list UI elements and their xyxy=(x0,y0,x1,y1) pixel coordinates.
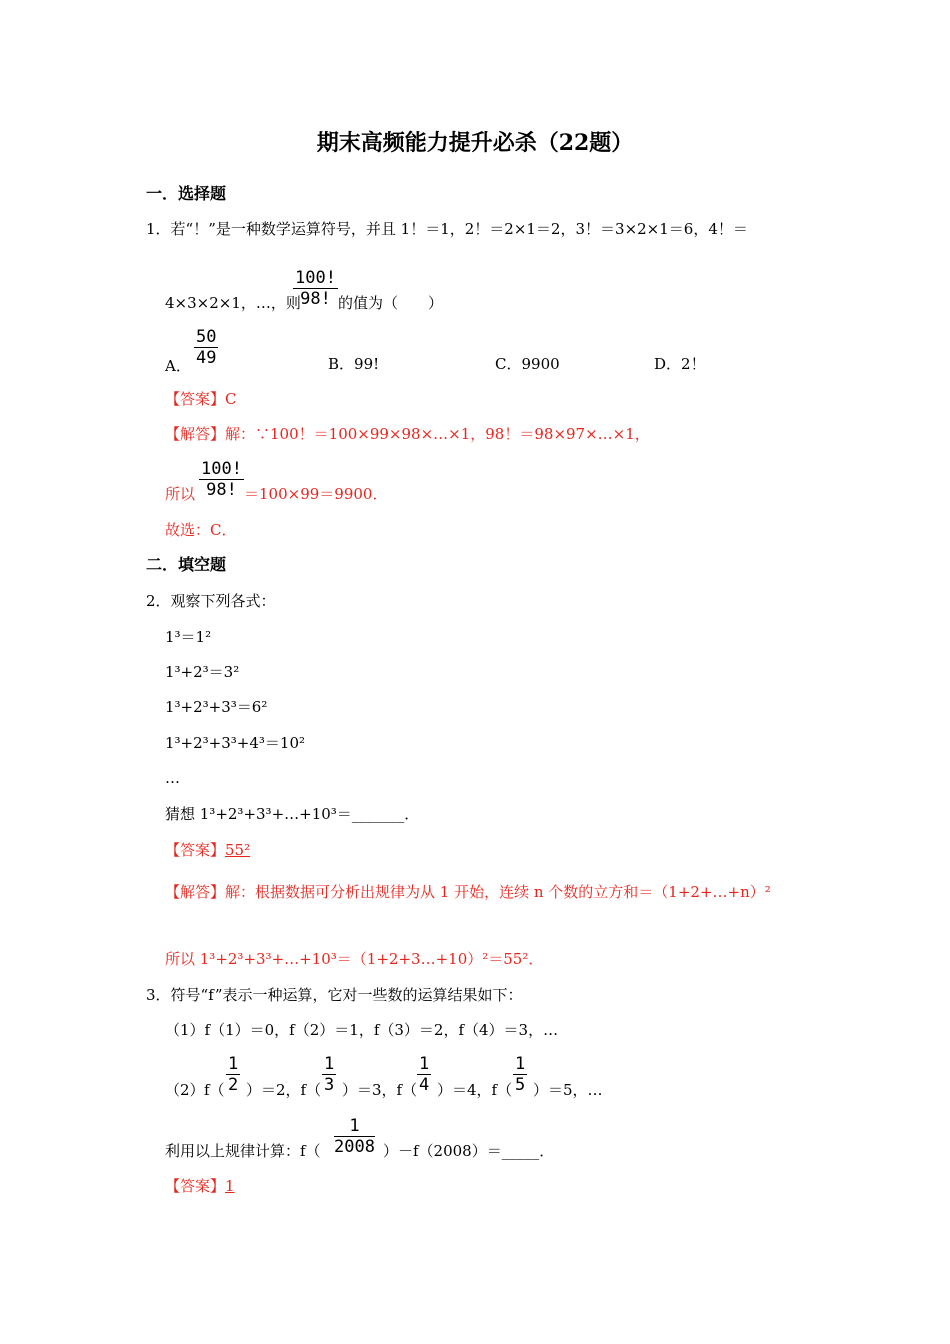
q1-solution-label: 【解答】 xyxy=(165,425,226,443)
q1-option-a-denominator: 49 xyxy=(196,348,217,368)
q3-fraction-quarter xyxy=(417,1055,431,1094)
q1-answer-label: 【答案】 xyxy=(165,390,226,408)
q2-solution-text1: 解：根据数据可分析出规律为从 1 开始，连续 n 个数的立方和＝（1+2+…+n）² xyxy=(225,883,771,901)
q3-calc-pre: 利用以上规律计算：f（ xyxy=(165,1142,321,1160)
q1-solution-denominator: 98! xyxy=(206,480,237,500)
q3-answer-label: 【答案】 xyxy=(165,1177,226,1195)
q2-answer xyxy=(165,840,250,860)
q3-fraction-fifth-den: 5 xyxy=(515,1075,526,1095)
q2-expr-4: 1³+2³+3³+4³＝10² xyxy=(165,734,306,752)
q3-fraction-half-den: 2 xyxy=(228,1075,239,1095)
q1-solution-numerator: 100! xyxy=(201,459,242,479)
q1-stem-line1: 1．若“！”是一种数学运算符号，并且 1！＝1，2！＝2×1＝2，3！＝3×2×1＝6，4！＝ xyxy=(146,220,748,238)
q3-line2-label: （2） xyxy=(165,1081,205,1099)
q3-line2-seg0: f（ xyxy=(204,1081,225,1099)
q3-fraction-third-num: 1 xyxy=(324,1054,335,1074)
q1-solution-line3: 故选：C． xyxy=(165,521,237,539)
q1-solution-line2-pre: 所以 xyxy=(165,485,196,503)
q3-line1: （1）f（1）＝0，f（2）＝1，f（3）＝2，f（4）＝3，… xyxy=(165,1021,559,1039)
q1-option-a-fraction xyxy=(194,328,218,367)
q1-option-a-numerator: 50 xyxy=(196,327,217,347)
q3-calc-post: ）－f（2008）＝_____． xyxy=(383,1142,555,1160)
q2-solution-label: 【解答】 xyxy=(165,883,226,901)
q3-fraction-fifth-num: 1 xyxy=(515,1054,526,1074)
q3-line2-seg2: ）＝3，f（ xyxy=(342,1081,418,1099)
q3-answer-value: 1 xyxy=(225,1177,235,1195)
q1-solution-fraction xyxy=(199,460,244,499)
q2-solution-line2: 所以 1³+2³+3³+…+10³＝（1+2+3…+10）²＝55²． xyxy=(165,950,544,968)
section-heading-fill: 二．填空题 xyxy=(146,555,227,574)
q3-line2-seg3: ）＝4，f（ xyxy=(437,1081,513,1099)
q1-option-a-label: A． xyxy=(165,357,191,375)
q2-answer-label: 【答案】 xyxy=(165,841,226,859)
q1-solution-line2-post: ＝100×99＝9900． xyxy=(244,485,388,503)
q1-fraction-numerator: 100! xyxy=(295,268,336,288)
section-heading-choice: 一．选择题 xyxy=(146,184,227,203)
q3-fraction-quarter-num: 1 xyxy=(419,1054,430,1074)
q2-intro: 2．观察下列各式： xyxy=(146,592,276,610)
q1-option-c: C．9900 xyxy=(495,355,560,373)
page-title: 期末高频能力提升必杀（22题） xyxy=(316,130,634,156)
q3-calc-fraction xyxy=(334,1117,375,1156)
q3-calc-fraction-den: 2008 xyxy=(334,1137,375,1157)
q3-fraction-fifth xyxy=(513,1055,527,1094)
q2-expr-3: 1³+2³+3³＝6² xyxy=(165,698,268,716)
q1-option-b: B．99! xyxy=(328,355,380,373)
q1-answer-value: C xyxy=(225,390,237,408)
q2-answer-value: 55² xyxy=(225,841,251,859)
q3-fraction-third-den: 3 xyxy=(324,1075,335,1095)
q3-fraction-quarter-den: 4 xyxy=(419,1075,430,1095)
q2-solution xyxy=(165,875,805,909)
q3-line2-seg1: ）＝2，f（ xyxy=(246,1081,322,1099)
q2-ellipsis: … xyxy=(165,769,180,787)
q3-intro: 3．符号“f”表示一种运算，它对一些数的运算结果如下： xyxy=(146,986,523,1004)
q1-stem-line2-pre: 4×3×2×1，…，则 xyxy=(165,294,301,312)
q1-fraction-denominator: 98! xyxy=(300,289,331,309)
q3-line2-seg4: ）＝5，… xyxy=(533,1081,603,1099)
q1-option-d: D．2！ xyxy=(654,355,706,373)
q3-calc-fraction-num: 1 xyxy=(334,1117,375,1137)
q2-expr-1: 1³＝1² xyxy=(165,628,212,646)
q2-expr-2: 1³+2³＝3² xyxy=(165,663,240,681)
q3-fraction-half-num: 1 xyxy=(228,1054,239,1074)
q1-answer xyxy=(165,389,237,409)
q1-stem-line2-post: 的值为（ ） xyxy=(338,294,444,312)
q1-solution-text1: 解：∵100！＝100×99×98×…×1，98！＝98×97×…×1， xyxy=(225,425,650,443)
q3-fraction-third xyxy=(322,1055,336,1094)
q3-answer xyxy=(165,1176,235,1196)
q2-guess: 猜想 1³+2³+3³+…+10³＝_______． xyxy=(165,805,420,823)
q1-solution-line1 xyxy=(165,424,650,444)
q3-fraction-half xyxy=(226,1055,240,1094)
